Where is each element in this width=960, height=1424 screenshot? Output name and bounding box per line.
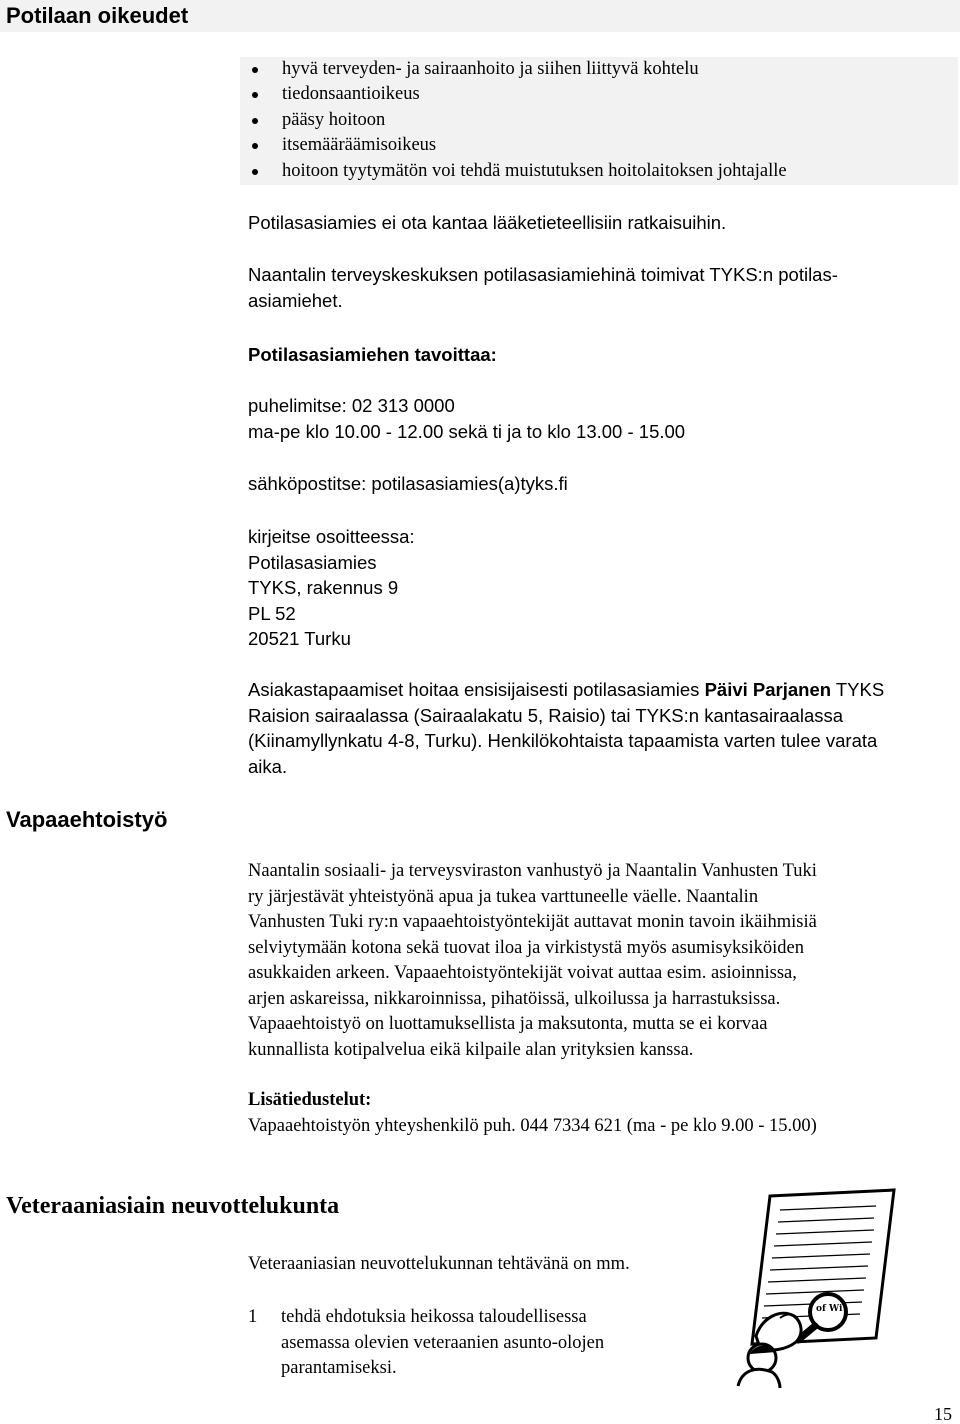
- list-item: tiedonsaantioikeus: [240, 82, 958, 107]
- bullet-icon: [252, 143, 258, 149]
- ombudsman-info: Naantalin terveyskeskuksen potilasasiamiehinä toimivat TYKS:n potilas- asiamiehet.: [248, 264, 838, 311]
- list-item: hyvä terveyden- ja sairaanhoito ja siihen liittyvä kohtelu: [240, 57, 958, 82]
- info-heading: Lisätiedustelut:: [248, 1090, 372, 1110]
- contact-phone: puhelimitse: 02 313 0000 ma-pe klo 10.00 - 12.00 sekä ti ja to klo 13.00 - 15.00: [248, 395, 686, 442]
- bullet-icon: [252, 169, 258, 175]
- item-number: 1: [248, 1307, 258, 1327]
- svg-text:of Wi: of Wi: [816, 1304, 843, 1314]
- contact-email: sähköpostitse: potilasasiamies(a)tyks.fi: [248, 473, 568, 494]
- ombudsman-name: Päivi Parjanen: [704, 679, 832, 700]
- veterans-intro: Veteraaniasian neuvottelukunnan tehtävänä on mm.: [248, 1254, 630, 1274]
- section-title-veterans: Veteraaniasiain neuvottelukunta: [6, 1193, 340, 1219]
- list-item: itsemääräämisoikeus: [240, 133, 958, 158]
- bullet-icon: [252, 118, 258, 124]
- contact-heading: Potilasasiamiehen tavoittaa:: [248, 344, 497, 365]
- list-item: hoitoon tyytymätön voi tehdä muistutuksen hoitolaitoksen johtajalle: [240, 159, 958, 184]
- bullet-icon: [252, 92, 258, 98]
- section-title-patient-rights: Potilaan oikeudet: [6, 3, 189, 28]
- list-item: pääsy hoitoon: [240, 108, 958, 133]
- meeting-info: Asiakastapaamiset hoitaa ensisijaisesti potilasasiamies Päivi Parjanen TYKS Raision sairaalassa (Sairaalakatu 5, Raisio) tai TYKS:n kantasairaalassa (Kiinamyllynkatu 4-8, Turku). Henkilökohtaista tapaamista varten tulee varata aika.: [248, 679, 885, 777]
- ombudsman-note: Potilasasiamies ei ota kantaa lääketieteellisiin ratkaisuihin.: [248, 212, 727, 233]
- page-number: 15: [934, 1404, 952, 1424]
- volunteer-description: Naantalin sosiaali- ja terveysviraston vanhustyö ja Naantalin Vanhusten Tuki ry järjestävät yhteistyönä apua ja tukea varttuneelle väelle. Naantalin Vanhusten Tuki ry:n vapaaehtoistyöntekijät auttavat monin tavoin ikäihmisiä selviytymään kotona sekä tuovat iloa ja virkistystä myös asumisyksiköiden asukkaiden arkeen. Vapaaehtoistyöntekijät voivat auttaa esim. asioinnissa, arjen askareissa, nikkaroinnissa, pihatöissä, ulkoilussa ja harrastuksissa. Vapaaehtoistyö on luottamuksellista ja maksutonta, mutta se ei korvaa kunnallista kotipalvelua eikä kilpaile alan yrityksien kanssa.: [248, 861, 817, 1060]
- volunteer-contact: Vapaaehtoistyön yhteyshenkilö puh. 044 7334 621 (ma - pe klo 9.00 - 15.00): [248, 1116, 817, 1136]
- postal-address: kirjeitse osoitteessa: Potilasasiamies TYKS, rakennus 9 PL 52 20521 Turku: [248, 526, 415, 649]
- bullet-icon: [252, 67, 258, 73]
- rights-list: [240, 57, 958, 185]
- section-title-volunteer: Vapaaehtoistyö: [6, 807, 168, 832]
- magnifier-document-illustration: [736, 1188, 896, 1388]
